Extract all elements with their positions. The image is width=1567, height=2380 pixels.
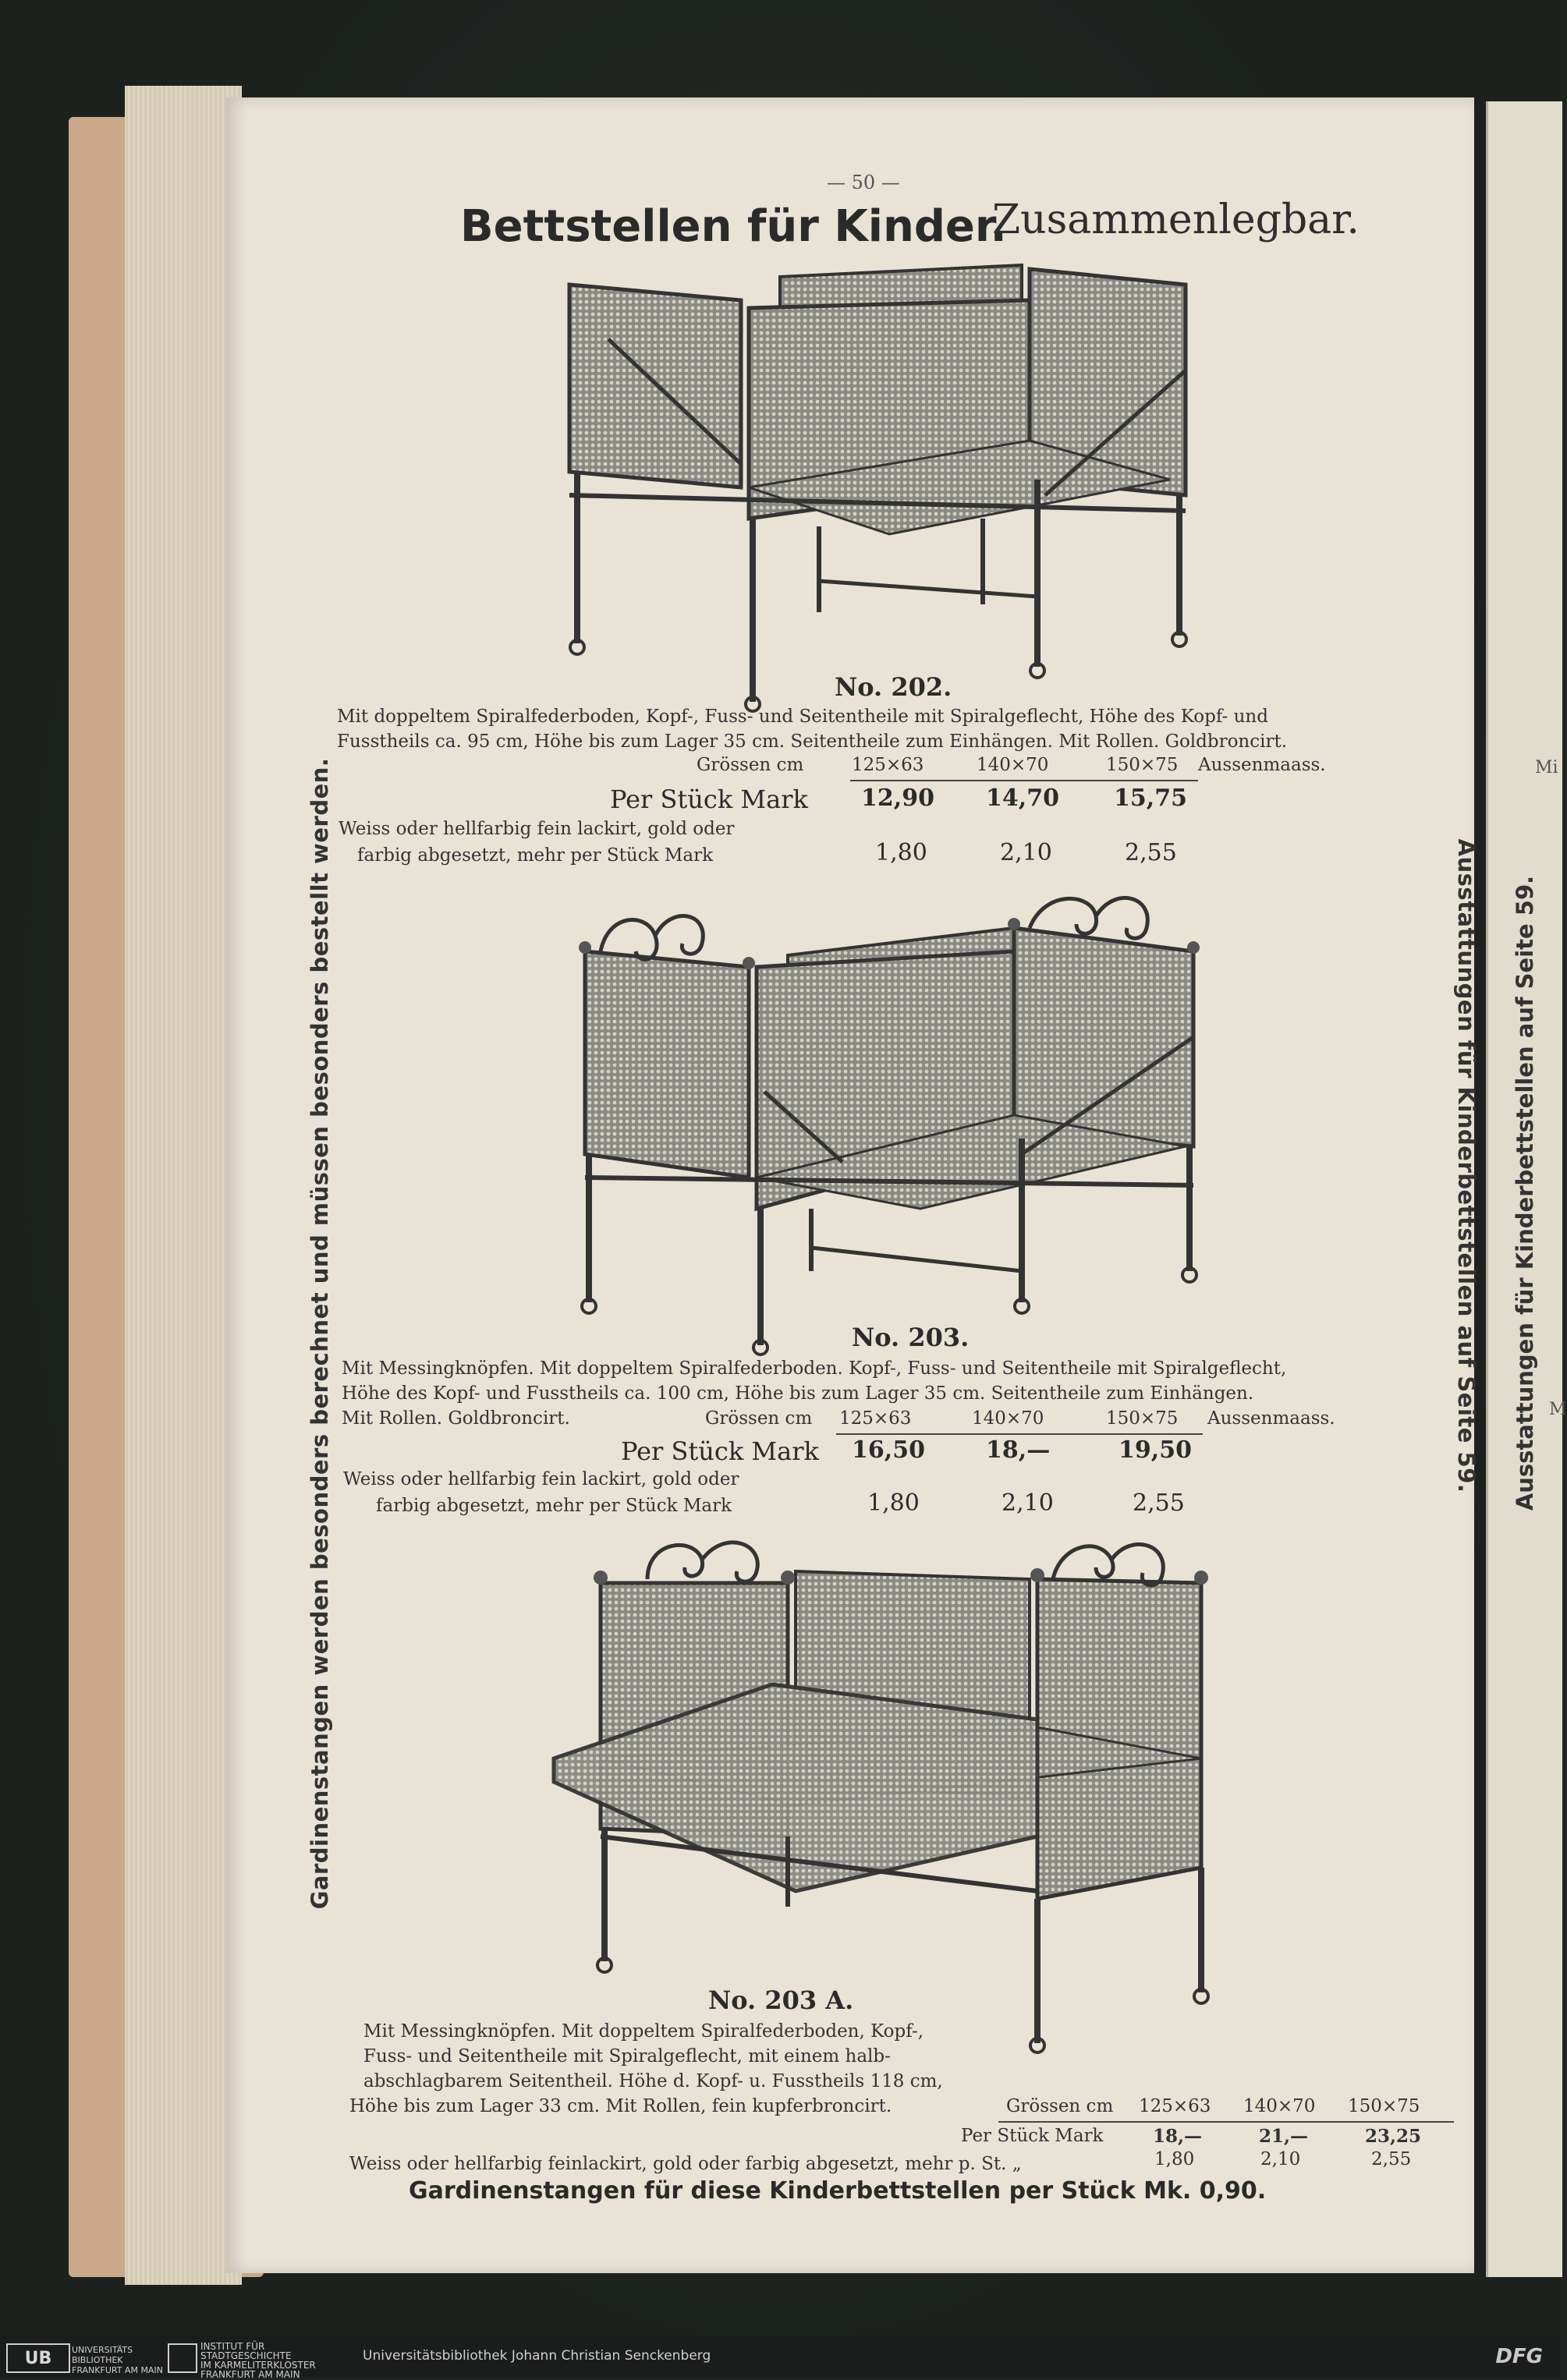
curtain-rod-note: Gardinenstangen für diese Kinderbettstellen per Stück Mk. 0,90. bbox=[409, 2177, 1267, 2205]
page-title: Bettstellen für Kinder. bbox=[460, 201, 1007, 252]
item-203-extra-2: 2,10 bbox=[1002, 1489, 1054, 1517]
crib-illustration-203 bbox=[562, 881, 1225, 1357]
viewer-footer bbox=[0, 2336, 1560, 2378]
item-203a-desc-3: abschlagbarem Seitentheil. Höhe d. Kopf- u. Fusstheils 118 cm, bbox=[363, 2071, 943, 2091]
item-202-size-2: 140×70 bbox=[977, 755, 1049, 775]
item-203a-price-2: 21,— bbox=[1259, 2126, 1309, 2147]
item-203a-size-3: 150×75 bbox=[1348, 2096, 1420, 2116]
item-203a-extra-3: 2,55 bbox=[1371, 2149, 1412, 2169]
item-202-price-3: 15,75 bbox=[1114, 784, 1187, 812]
item-203a-rule bbox=[998, 2121, 1454, 2123]
library-name: Universitätsbibliothek Johann Christian Senckenberg bbox=[363, 2348, 711, 2364]
item-203a-size-2: 140×70 bbox=[1243, 2096, 1316, 2116]
item-203-extra-label-2: farbig abgesetzt, mehr per Stück Mark bbox=[376, 1496, 732, 1516]
item-202-extra-label-2: farbig abgesetzt, mehr per Stück Mark bbox=[357, 845, 714, 866]
institute-logo-icon[interactable] bbox=[168, 2343, 197, 2373]
item-203-sizes-suffix: Aussenmaass. bbox=[1207, 1408, 1335, 1429]
item-202-sizes-label: Grössen cm bbox=[697, 755, 804, 775]
item-203a-price-label: Per Stück Mark bbox=[961, 2126, 1104, 2146]
item-203a-size-1: 125×63 bbox=[1139, 2096, 1211, 2116]
stray-text-m: M bbox=[1549, 1400, 1567, 1419]
item-202-price-2: 14,70 bbox=[986, 784, 1059, 812]
item-203a-extra-2: 2,10 bbox=[1260, 2149, 1301, 2169]
item-203a-extra-label: Weiss oder hellfarbig feinlackirt, gold oder farbig abgesetzt, mehr p. St. „ bbox=[349, 2154, 1022, 2174]
dfg-logo[interactable]: DFG bbox=[1495, 2345, 1543, 2368]
page-number: — 50 — bbox=[827, 172, 900, 193]
item-number-203a: No. 203 A. bbox=[708, 1985, 854, 2015]
crib-illustration-203a bbox=[538, 1525, 1225, 2063]
side-note-right: Ausstattungen für Kinderbettstellen auf Seite 59. bbox=[1453, 838, 1480, 1493]
item-203-desc-2: Höhe des Kopf- und Fusstheils ca. 100 cm, Höhe bis zum Lager 35 cm. Seitentheile zum Einhängen. bbox=[342, 1383, 1254, 1404]
item-202-extra-3: 2,55 bbox=[1125, 839, 1177, 866]
side-note-left: Gardinenstangen werden besonders berechnet und müssen besonders bestellt werden. bbox=[307, 757, 333, 1910]
item-202-desc-2: Fusstheils ca. 95 cm, Höhe bis zum Lager 35 cm. Seitentheile zum Einhängen. Mit Rollen. Goldbroncirt. bbox=[337, 731, 1288, 752]
item-202-rule bbox=[850, 780, 1198, 781]
item-number-202: No. 202. bbox=[835, 672, 952, 702]
ub-logo[interactable]: UB bbox=[6, 2343, 70, 2373]
ub-sub-line-3: FRANKFURT AM MAIN bbox=[72, 2365, 163, 2375]
item-203-desc-3: Mit Rollen. Goldbroncirt. bbox=[342, 1408, 570, 1429]
item-203-extra-1: 1,80 bbox=[867, 1489, 920, 1517]
inst-line-4: FRANKFURT AM MAIN bbox=[200, 2369, 300, 2380]
inst-line-3: IM KARMELITERKLOSTER bbox=[200, 2360, 316, 2371]
inst-line-2: STADTGESCHICHTE bbox=[200, 2350, 292, 2361]
item-203a-price-1: 18,— bbox=[1153, 2126, 1203, 2147]
ub-logo-text bbox=[72, 2345, 163, 2375]
item-203-size-2: 140×70 bbox=[972, 1408, 1044, 1429]
page-stack-edge bbox=[125, 86, 242, 2285]
item-203a-desc-1: Mit Messingknöpfen. Mit doppeltem Spiralfederboden, Kopf-, bbox=[363, 2021, 924, 2042]
item-202-desc-1: Mit doppeltem Spiralfederboden, Kopf-, Fuss- und Seitentheile mit Spiralgeflecht, Höhe des Kopf- und bbox=[337, 707, 1268, 727]
item-203-price-label: Per Stück Mark bbox=[621, 1436, 819, 1466]
item-202-price-1: 12,90 bbox=[861, 784, 934, 812]
item-203-size-1: 125×63 bbox=[839, 1408, 912, 1429]
item-203-desc-1: Mit Messingknöpfen. Mit doppeltem Spiralfederboden. Kopf-, Fuss- und Seitentheile mit Spiralgeflecht, bbox=[342, 1358, 1287, 1379]
item-number-203: No. 203. bbox=[852, 1323, 970, 1352]
item-203-extra-label-1: Weiss oder hellfarbig fein lackirt, gold oder bbox=[343, 1469, 739, 1489]
crib-illustration-202 bbox=[546, 261, 1217, 714]
item-202-extra-label-1: Weiss oder hellfarbig fein lackirt, gold oder bbox=[339, 819, 735, 839]
item-202-size-1: 125×63 bbox=[852, 755, 924, 775]
inst-line-1: INSTITUT FÜR bbox=[200, 2341, 265, 2352]
item-203-price-3: 19,50 bbox=[1119, 1436, 1192, 1464]
ub-sub-line-2: BIBLIOTHEK bbox=[72, 2355, 123, 2365]
item-202-extra-2: 2,10 bbox=[1000, 839, 1052, 866]
stray-text-mi: Mi bbox=[1535, 758, 1558, 777]
item-202-sizes-suffix: Aussenmaass. bbox=[1198, 755, 1326, 775]
page-subtitle: Zusammenlegbar. bbox=[992, 197, 1360, 243]
item-202-extra-1: 1,80 bbox=[875, 839, 927, 866]
item-203-sizes-label: Grössen cm bbox=[705, 1408, 813, 1429]
item-203-price-1: 16,50 bbox=[852, 1436, 925, 1464]
item-202-size-3: 150×75 bbox=[1106, 755, 1179, 775]
side-note-next-page: Ausstattungen für Kinderbettstellen auf Seite 59. bbox=[1512, 875, 1538, 1511]
item-203a-price-3: 23,25 bbox=[1365, 2126, 1422, 2147]
ub-sub-line-1: UNIVERSITÄTS bbox=[72, 2345, 133, 2355]
item-203a-extra-1: 1,80 bbox=[1154, 2149, 1195, 2169]
item-203a-desc-2: Fuss- und Seitentheile mit Spiralgeflecht, mit einem halb- bbox=[363, 2046, 891, 2067]
item-202-price-label: Per Stück Mark bbox=[610, 784, 808, 814]
item-203-price-2: 18,— bbox=[986, 1436, 1051, 1464]
item-203a-sizes-label: Grössen cm bbox=[1006, 2096, 1114, 2116]
item-203a-desc-4: Höhe bis zum Lager 33 cm. Mit Rollen, fein kupferbroncirt. bbox=[349, 2096, 892, 2116]
item-203-rule bbox=[836, 1433, 1203, 1435]
item-203-extra-3: 2,55 bbox=[1133, 1489, 1185, 1517]
institute-logo-text bbox=[200, 2342, 316, 2379]
item-203-size-3: 150×75 bbox=[1106, 1408, 1179, 1429]
